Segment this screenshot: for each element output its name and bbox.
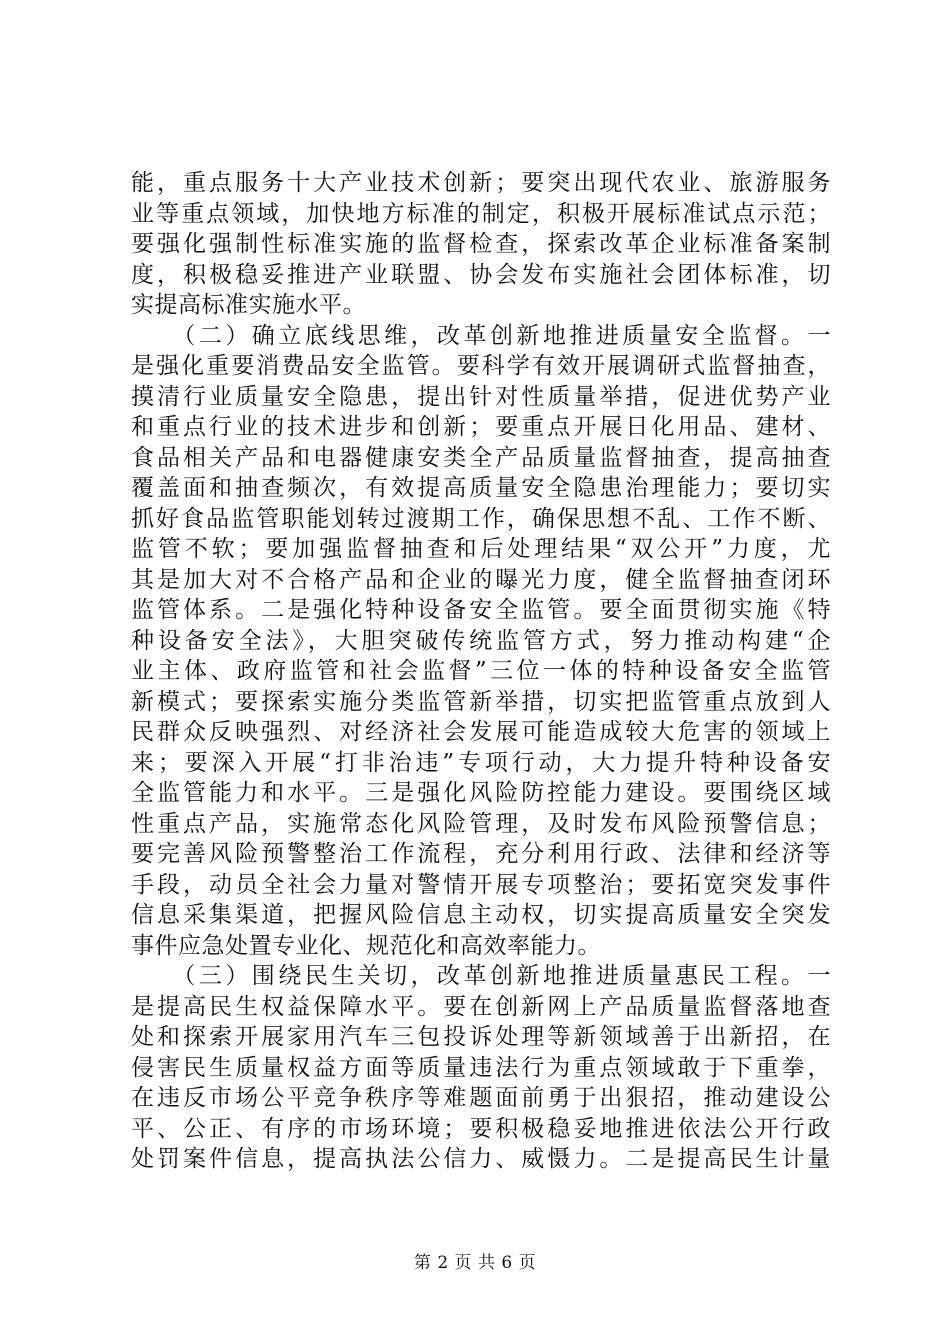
text-line: 要强化强制性标准实施的监督检查，探索改革企业标准备案制	[131, 231, 831, 257]
text-line: （二）确立底线思维，改革创新地推进质量安全监督。一	[131, 322, 831, 349]
text-line: 其是加大对不合格产品和企业的曝光力度，健全监督抽查闭环	[131, 566, 831, 593]
text-line: 是强化重要消费品安全监管。要科学有效开展调研式监督抽查，	[131, 353, 831, 379]
text-line: 监管体系。二是强化特种设备安全监管。要全面贯彻实施《特	[131, 597, 831, 623]
text-line: 性重点产品，实施常态化风险管理，及时发布风险预警信息；	[131, 810, 831, 837]
text-line: 侵害民生质量权益方面等质量违法行为重点领域敢于下重拳，	[131, 1054, 831, 1081]
text-line: 来；要深入开展“打非治违”专项行动，大力提升特种设备安	[131, 749, 831, 776]
text-line: 覆盖面和抽查频次，有效提高质量安全隐患治理能力；要切实	[131, 475, 831, 501]
page-footer: 第 2 页 共 6 页	[413, 1253, 537, 1273]
text-line: 事件应急处置专业化、规范化和高效率能力。	[131, 932, 601, 959]
text-line: 抓好食品监管职能划转过渡期工作，确保思想不乱、工作不断、	[131, 505, 831, 532]
text-line: 新模式；要探索实施分类监管新举措，切实把监管重点放到人	[131, 688, 831, 715]
text-line: 平、公正、有序的市场环境；要积极稳妥地推进依法公开行政	[131, 1115, 831, 1142]
text-line: 信息采集渠道，把握风险信息主动权，切实提高质量安全突发	[131, 902, 831, 928]
text-line: 食品相关产品和电器健康安类全产品质量监督抽查，提高抽查	[131, 444, 831, 471]
text-line: 度，积极稳妥推进产业联盟、协会发布实施社会团体标准，切	[131, 261, 831, 288]
text-line: 业等重点领域，加快地方标准的制定，积极开展标准试点示范；	[131, 200, 831, 227]
text-line: 处罚案件信息，提高执法公信力、威慑力。二是提高民生计量	[131, 1146, 831, 1172]
text-line: 在违反市场公平竞争秩序等难题面前勇于出狠招，推动建设公	[131, 1085, 831, 1111]
text-line: 手段，动员全社会力量对警情开展专项整治；要拓宽突发事件	[131, 871, 831, 898]
text-line: （三）围绕民生关切，改革创新地推进质量惠民工程。一	[131, 963, 831, 989]
text-line: 处和探索开展家用汽车三包投诉处理等新领域善于出新招，在	[131, 1024, 831, 1050]
text-line: 业主体、政府监管和社会监督”三位一体的特种设备安全监管	[131, 658, 831, 684]
text-line: 和重点行业的技术进步和创新；要重点开展日化用品、建材、	[131, 414, 831, 440]
text-line: 摸清行业质量安全隐患，提出针对性质量举措，促进优势产业	[131, 383, 831, 410]
text-line: 民群众反映强烈、对经济社会发展可能造成较大危害的领域上	[131, 719, 831, 745]
text-line: 实提高标准实施水平。	[131, 292, 366, 318]
body-text	[131, 168, 831, 1175]
text-line: 监管不软；要加强监督抽查和后处理结果“双公开”力度，尤	[131, 536, 831, 562]
text-line: 是提高民生权益保障水平。要在创新网上产品质量监督落地查	[131, 993, 831, 1020]
text-line: 种设备安全法》，大胆突破传统监管方式，努力推动构建“企	[131, 627, 831, 654]
text-line: 能，重点服务十大产业技术创新；要突出现代农业、旅游服务	[131, 170, 831, 196]
text-line: 全监管能力和水平。三是强化风险防控能力建设。要围绕区域	[131, 780, 831, 806]
text-line: 要完善风险预警整治工作流程，充分利用行政、法律和经济等	[131, 841, 831, 867]
